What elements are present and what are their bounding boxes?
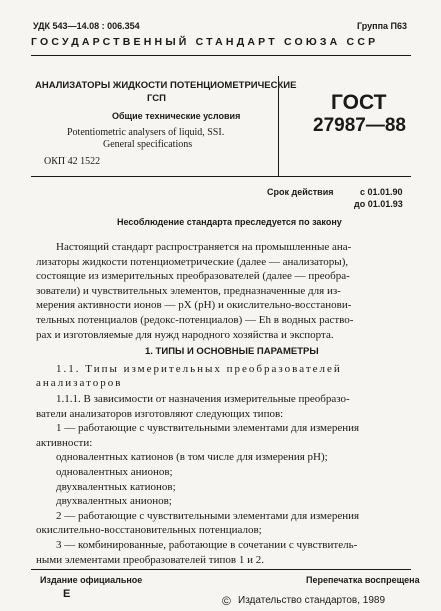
edition-label: Издание официальное bbox=[40, 575, 143, 585]
body-line: 1.1.1. В зависимости от назначения измерительные преобразо- bbox=[56, 393, 350, 405]
header-rule bbox=[31, 55, 411, 56]
group-code: Группа П63 bbox=[357, 21, 408, 31]
intro-line: лизаторы жидкости потенциометрические (далее — анализаторы), bbox=[36, 255, 349, 268]
body-line: 3 — комбинированные, работающие в сочетании с чувствитель- bbox=[56, 538, 358, 551]
validity-to: до 01.01.93 bbox=[354, 199, 403, 209]
title-ru-line2: ГСП bbox=[147, 93, 166, 104]
intro-line: состоящие из измерительных преобразователей (далее — преобра- bbox=[36, 270, 350, 283]
body-line: одновалентных анионов; bbox=[56, 465, 173, 478]
copyright-symbol: © bbox=[222, 594, 231, 608]
edition-letter: E bbox=[63, 588, 71, 600]
body-line: 1 — работающие с чувствительными элементами для измерения bbox=[56, 422, 360, 435]
org-title: ГОСУДАРСТВЕННЫЙ СТАНДАРТ СОЮЗА ССР bbox=[31, 36, 379, 48]
gost-label: ГОСТ bbox=[331, 91, 387, 114]
title-ru-line1: АНАЛИЗАТОРЫ ЖИДКОСТИ ПОТЕНЦИОМЕТРИЧЕСКИЕ bbox=[35, 80, 297, 91]
reprint-notice: Перепечатка воспрещена bbox=[306, 575, 420, 585]
intro-line: мерения активности ионов — pX (pH) и окислительно-восстанови- bbox=[36, 299, 352, 312]
intro-line: Настоящий стандарт распространяется на промышленные ана- bbox=[56, 241, 352, 253]
gost-number: 27987—88 bbox=[313, 115, 406, 136]
title-rule bbox=[31, 176, 411, 177]
body-line: 2 — работающие с чувствительными элементами для измерения bbox=[56, 509, 360, 522]
subtitle-ru: Общие технические условия bbox=[112, 111, 241, 121]
footer-rule bbox=[31, 569, 411, 570]
body-line: двухвалентных анионов; bbox=[56, 495, 172, 508]
body-line: двухвалентных катионов; bbox=[56, 480, 176, 493]
section-heading: 1. ТИПЫ И ОСНОВНЫЕ ПАРАМЕТРЫ bbox=[145, 346, 319, 357]
body-line: ватели анализаторов изготовляют следующих типов: bbox=[36, 407, 284, 420]
title-en-line2: General specifications bbox=[103, 139, 193, 150]
clause-1-1-1-body bbox=[36, 392, 408, 567]
body-line: активности: bbox=[36, 436, 93, 449]
validity-label: Срок действия bbox=[267, 187, 334, 197]
body-line: окислительно-восстановительных потенциалов; bbox=[36, 524, 262, 537]
validity-from: с 01.01.90 bbox=[360, 187, 403, 197]
clause-1-1-line1: 1.1. Типы измерительных преобразователей bbox=[56, 363, 342, 375]
clause-1-1-line2: анализаторов bbox=[36, 377, 123, 389]
body-line: одновалентных катионов (в том числе для измерения pH); bbox=[56, 451, 328, 464]
law-notice: Несоблюдение стандарта преследуется по закону bbox=[117, 217, 342, 227]
intro-line: зователи) и чувствительных элементов, предназначенные для из- bbox=[36, 284, 341, 297]
title-en-line1: Potentiometric analysers of liquid, SSI. bbox=[67, 127, 225, 138]
okp-code: ОКП 42 1522 bbox=[44, 156, 101, 167]
body-line: ными элементами преобразователей типов 1 и 2. bbox=[36, 553, 264, 566]
copyright-text: Издательство стандартов, 1989 bbox=[238, 595, 386, 606]
intro-paragraph bbox=[36, 240, 408, 342]
intro-line: тельных потенциалов (редокс-потенциалов) — Eh в водных раство- bbox=[36, 313, 354, 326]
intro-line: рах и изготовляемые для нужд народного хозяйства и экспорта. bbox=[36, 328, 334, 341]
udk-code: УДК 543—14.08 : 006.354 bbox=[33, 21, 140, 31]
title-divider bbox=[278, 76, 280, 176]
